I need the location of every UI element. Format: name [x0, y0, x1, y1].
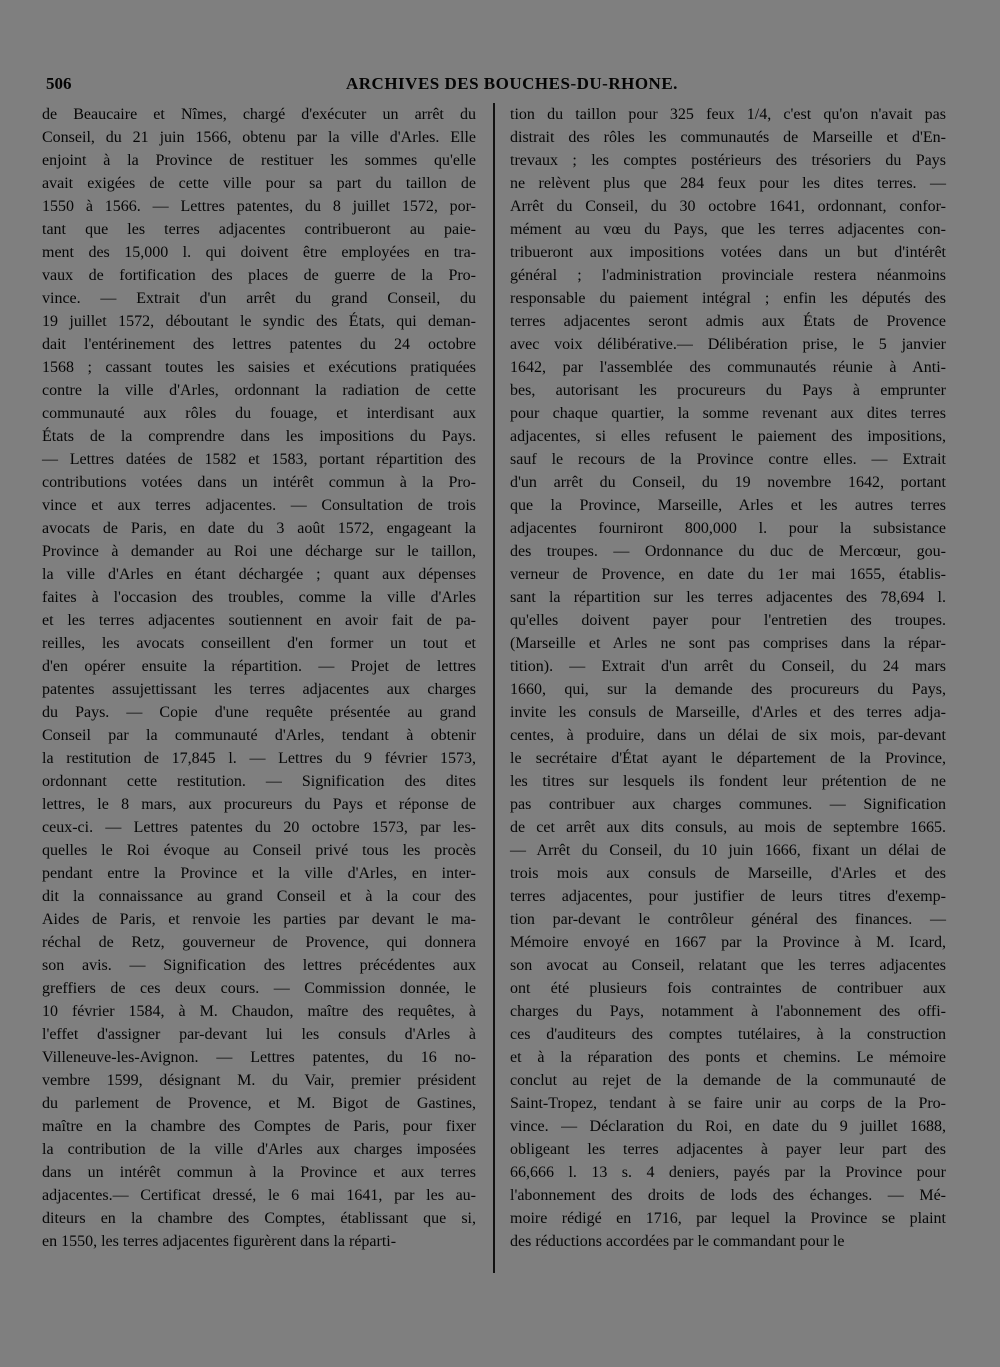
- text-line: Province à demander au Roi une décharge sur le taillon,: [42, 543, 476, 560]
- text-line: général ; l'administration provinciale restera néanmoins: [510, 267, 946, 284]
- text-line: adjacentes fourniront 800,000 l. pour la subsistance: [510, 520, 946, 537]
- text-line: pas contribuer aux charges communes. — Signification: [510, 796, 946, 813]
- text-line: 1660, qui, sur la demande des procureurs du Pays,: [510, 681, 946, 698]
- text-line: vince. — Déclaration du Roi, en date du 9 juillet 1688,: [510, 1118, 946, 1135]
- text-line: qu'elles doivent payer pour l'entretien des troupes.: [510, 612, 946, 629]
- text-line: et les terres adjacentes soutiennent en avoir fait de pa-: [42, 612, 476, 629]
- text-line: ont été plusieurs fois contraintes de contribuer aux: [510, 980, 946, 997]
- text-line: pendant entre la Province et la ville d'Arles, en inter-: [42, 865, 476, 882]
- text-line: maître en la chambre des Comptes de Paris, pour fixer: [42, 1118, 476, 1135]
- text-line: du Pays. — Copie d'une requête présentée au grand: [42, 704, 476, 721]
- text-line: la contribution de la ville d'Arles aux charges imposées: [42, 1141, 476, 1158]
- text-line: mément au vœu du Pays, que les terres adjacentes con-: [510, 221, 946, 238]
- text-line: des troupes. — Ordonnance du duc de Mercœur, gou-: [510, 543, 946, 560]
- text-line: dit la connaissance au grand Conseil et à la cour des: [42, 888, 476, 905]
- text-line: adjacentes, si elles refusent le paiement des impositions,: [510, 428, 946, 445]
- text-line: réchal de Retz, gouverneur de Provence, qui donnera: [42, 934, 476, 951]
- text-line: enjoint à la Province de restituer les sommes qu'elle: [42, 152, 476, 169]
- text-line: vince. — Extrait d'un arrêt du grand Conseil, du: [42, 290, 476, 307]
- text-line: tition). — Extrait d'un arrêt du Conseil, du 24 mars: [510, 658, 946, 675]
- text-line: vaux de fortification des places de guerre de la Pro-: [42, 267, 476, 284]
- text-line: dans un intérêt commun à la Province et aux terres: [42, 1164, 476, 1181]
- page-header: [46, 74, 950, 100]
- text-line: Villeneuve-les-Avignon. — Lettres patentes, du 16 no-: [42, 1049, 476, 1066]
- text-line: — Lettres datées de 1582 et 1583, portant répartition des: [42, 451, 476, 468]
- text-line: États de la comprendre dans les impositions du Pays.: [42, 428, 476, 445]
- text-line: terres adjacentes seront admis aux États de Provence: [510, 313, 946, 330]
- text-line: que la Province, Marseille, Arles et les autres terres: [510, 497, 946, 514]
- text-line: avec voix délibérative.— Délibération prise, le 5 janvier: [510, 336, 946, 353]
- text-line: 19 juillet 1572, déboutant le syndic des États, qui deman-: [42, 313, 476, 330]
- text-line: ne relèvent plus que 284 feux pour les dites terres. —: [510, 175, 946, 192]
- right-text-column: [510, 103, 946, 1253]
- text-line: ceux-ci. — Lettres patentes du 20 octobre 1573, par les-: [42, 819, 476, 836]
- text-line: ces d'auditeurs des comptes tutélaires, à la construction: [510, 1026, 946, 1043]
- text-line: (Marseille et Arles ne sont pas comprises dans la répar-: [510, 635, 946, 652]
- page-number: 506: [46, 74, 72, 93]
- text-line: obligeant les terres adjacentes à payer leur part des: [510, 1141, 946, 1158]
- text-line: terres adjacentes, pour justifier de leurs titres d'exemp-: [510, 888, 946, 905]
- text-line: trevaux ; les comptes postérieurs des trésoriers du Pays: [510, 152, 946, 169]
- text-line: verneur de Provence, en date du 1er mai 1655, établis-: [510, 566, 946, 583]
- text-line: Conseil par la communauté d'Arles, tendant à obtenir: [42, 727, 476, 744]
- text-line: avait exigées de cette ville pour sa part du taillon de: [42, 175, 476, 192]
- text-line: sant la répartition sur les terres adjacentes des 78,694 l.: [510, 589, 946, 606]
- text-line: l'effet d'assigner par-devant lui les consuls d'Arles à: [42, 1026, 476, 1043]
- text-line: 1642, par l'assemblée des communautés réunie à Anti-: [510, 359, 946, 376]
- text-line: conclut au rejet de la demande de la communauté de: [510, 1072, 946, 1089]
- text-line: Mémoire envoyé en 1667 par la Province à M. Icard,: [510, 934, 946, 951]
- text-line: Conseil, du 21 juin 1566, obtenu par la ville d'Arles. Elle: [42, 129, 476, 146]
- text-line: en 1550, les terres adjacentes figurèrent dans la réparti-: [42, 1233, 397, 1250]
- text-line: la restitution de 17,845 l. — Lettres du 9 février 1573,: [42, 750, 476, 767]
- text-line: et à la réparation des ponts et chemins. Le mémoire: [510, 1049, 946, 1066]
- text-line: moire rédigé en 1716, par lequel la Province se plaint: [510, 1210, 946, 1227]
- text-line: centes, à produire, dans un délai de six mois, par-devant: [510, 727, 946, 744]
- text-line: invite les consuls de Marseille, d'Arles et des terres adja-: [510, 704, 946, 721]
- text-line: son avis. — Signification des lettres précédentes aux: [42, 957, 476, 974]
- column-divider: [493, 103, 495, 1273]
- left-text-column: [42, 103, 476, 1253]
- text-line: de Beaucaire et Nîmes, chargé d'exécuter un arrêt du: [42, 106, 476, 123]
- text-line: son avocat au Conseil, relatant que les terres adjacentes: [510, 957, 946, 974]
- text-line: responsable du paiement intégral ; enfin les députés des: [510, 290, 946, 307]
- text-line: tion par-devant le contrôleur général des finances. —: [510, 911, 946, 928]
- text-line: les titres sur lesquels ils fondent leur prétention de ne: [510, 773, 946, 790]
- text-line: ordonnant cette restitution. — Signification des dites: [42, 773, 476, 790]
- text-line: des réductions accordées par le commandant pour le: [510, 1233, 845, 1250]
- text-line: de cet arrêt aux dits consuls, au mois de septembre 1665.: [510, 819, 946, 836]
- text-line: ment des 15,000 l. qui doivent être employées en tra-: [42, 244, 476, 261]
- text-line: patentes assujettissant les terres adjacentes aux charges: [42, 681, 476, 698]
- text-line: avocats de Paris, en date du 3 août 1572, engageant la: [42, 520, 476, 537]
- text-line: charges du Pays, notamment à l'abonnement des offi-: [510, 1003, 946, 1020]
- text-line: lettres, le 8 mars, aux procureurs du Pays et réponse de: [42, 796, 476, 813]
- text-line: 10 février 1584, à M. Chaudon, maître des requêtes, à: [42, 1003, 476, 1020]
- text-line: greffiers de ces deux cours. — Commission donnée, le: [42, 980, 476, 997]
- text-line: pour chaque quartier, la somme revenant aux dites terres: [510, 405, 946, 422]
- text-line: reilles, les avocats conseillent d'en former un tout et: [42, 635, 476, 652]
- text-line: distrait des rôles les communautés de Marseille et d'En-: [510, 129, 946, 146]
- text-line: quelles le Roi évoque au Conseil privé tous les procès: [42, 842, 476, 859]
- text-line: tant que les terres adjacentes contribueront au paie-: [42, 221, 476, 238]
- text-line: faites à l'occasion des troubles, comme la ville d'Arles: [42, 589, 476, 606]
- text-line: vince et aux terres adjacentes. — Consultation de trois: [42, 497, 476, 514]
- text-line: contributions votées dans un intérêt commun à la Pro-: [42, 474, 476, 491]
- text-line: 66,666 l. 13 s. 4 deniers, payés par la Province pour: [510, 1164, 946, 1181]
- text-line: du parlement de Provence, et M. Bigot de Gastines,: [42, 1095, 476, 1112]
- text-line: Arrêt du Conseil, du 30 octobre 1641, ordonnant, confor-: [510, 198, 946, 215]
- text-line: Aides de Paris, et renvoie les parties par devant le ma-: [42, 911, 476, 928]
- text-line: la ville d'Arles en étant déchargée ; quant aux dépenses: [42, 566, 476, 583]
- text-line: 1550 à 1566. — Lettres patentes, du 8 juillet 1572, por-: [42, 198, 476, 215]
- text-line: — Arrêt du Conseil, du 10 juin 1666, fixant un délai de: [510, 842, 946, 859]
- text-line: adjacentes.— Certificat dressé, le 6 mai 1641, par les au-: [42, 1187, 476, 1204]
- text-line: tribueront aux impositions votées dans un but d'intérêt: [510, 244, 946, 261]
- text-line: tion du taillon pour 325 feux 1/4, c'est qu'on n'avait pas: [510, 106, 946, 123]
- text-line: l'abonnement des droits de lods des échanges. — Mé-: [510, 1187, 946, 1204]
- text-line: bes, autorisant les procureurs du Pays à emprunter: [510, 382, 946, 399]
- text-line: d'un arrêt du Conseil, du 19 novembre 1642, portant: [510, 474, 946, 491]
- text-line: le secrétaire d'État ayant le département de la Province,: [510, 750, 946, 767]
- text-line: trois mois aux consuls de Marseille, d'Arles et des: [510, 865, 946, 882]
- text-line: Saint-Tropez, tendant à se faire unir au corps de la Pro-: [510, 1095, 946, 1112]
- running-title: ARCHIVES DES BOUCHES-DU-RHONE.: [346, 74, 678, 93]
- text-line: communauté aux rôles du fouage, et interdisant aux: [42, 405, 476, 422]
- text-line: sauf le recours de la Province contre elles. — Extrait: [510, 451, 946, 468]
- text-line: vembre 1599, désignant M. du Vair, premier président: [42, 1072, 476, 1089]
- text-line: diteurs en la chambre des Comptes, établissant que si,: [42, 1210, 476, 1227]
- text-line: dait l'entérinement des lettres patentes du 24 octobre: [42, 336, 476, 353]
- text-line: contre la ville d'Arles, ordonnant la radiation de cette: [42, 382, 476, 399]
- text-line: 1568 ; cassant toutes les saisies et exécutions pratiquées: [42, 359, 476, 376]
- text-line: d'en opérer ensuite la répartition. — Projet de lettres: [42, 658, 476, 675]
